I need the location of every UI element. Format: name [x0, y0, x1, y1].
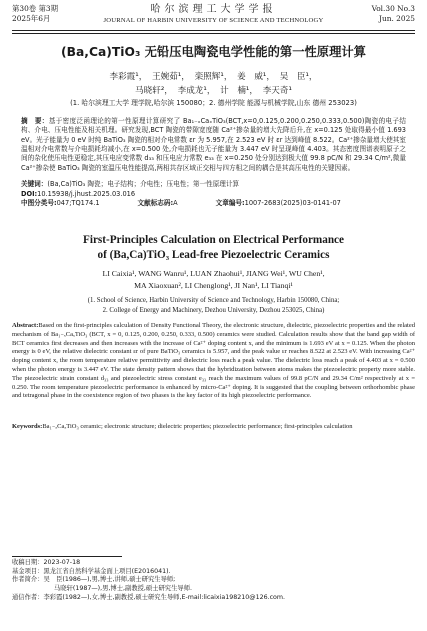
authors-cn-line1: 李彩霞¹， 王婉茹¹， 栾照辉¹， 姜 威¹， 吴 臣¹，	[109, 72, 318, 82]
article-value: 1007-2683(2025)03-0141-07	[244, 199, 341, 208]
doi-value[interactable]: 10.15938/j.jhust.2025.03.016	[37, 190, 136, 198]
abstract-cn-label: 摘 要：	[21, 117, 49, 125]
authors-en	[22, 268, 405, 293]
doi-label: DOI:	[21, 190, 38, 198]
keywords-cn-label: 关键词：	[21, 180, 48, 188]
keywords-en	[12, 423, 415, 432]
footnote	[12, 559, 415, 603]
journal-name-en: JOURNAL OF HARBIN UNIVERSITY OF SCIENCE AND TECHNOLOGY	[103, 17, 324, 24]
keywords-en-label: Keywords:	[12, 423, 43, 430]
clc-value: 047;TQ174.1	[56, 199, 100, 208]
keywords-cn	[21, 180, 406, 189]
journal-name-cn: 哈尔滨理工大学学报	[150, 4, 277, 15]
article-label: 文章编号:	[215, 199, 245, 208]
paper-page	[12, 0, 415, 631]
abstract-cn-text: 基于密度泛函理论的第一性原理计算研究了 Ba₁₋ₓCaₓTiO₃(BCT,x=0,0.125,0.200,0.250,0.333,0.500)陶瓷的电子结构、介电、压电性能及相关机理。研究发现,BCT 陶瓷的带隙宽度随 Ca²⁺掺杂量的增大先降后升,在 x=0.125 处取得最小值 1.693 eV。光子能量为 0 eV 时纯 BaTiO₃ 陶瓷的相对介电常数 εr 为 5.957,在 2.523 eV 时 εr 达到峰值 8.522。Ca²⁺掺杂量增大使其室温相对介电常数与介电损耗均减小,在 x=0.500 处,介电损耗也无子能量为 3.447 eV 时呈现峰值 4.403。其态密度图谱表明原子之间的杂化使压电性更稳定,其压电应变常数 d₃₃ 和压电应力常数 e₃₃ 在 x=0.250 处分别达到极大值 99.8 pC/N 和 29.34 C/m²,微量 Ca²⁺掺杂使 BaTiO₃ 陶瓷的室温压电性能提高,两相共存区域正交相与四方相之间的耦合是其高压电性的关键因素。	[21, 117, 406, 172]
author-bio-2: 马晓轩(1987—),男,博士,副教授,硕士研究生导师.	[54, 585, 192, 593]
classification-row	[21, 199, 406, 208]
doi-row	[21, 190, 406, 199]
footnote-rule	[12, 556, 122, 557]
clc-label: 中图分类号:	[21, 199, 57, 208]
article-number	[216, 199, 341, 208]
article-meta	[21, 190, 406, 209]
date-cn: 2025年6月	[12, 13, 51, 23]
corresponding-author: 通信作者：李彩霞(1982—),女,博士,副教授,硕士研究生导师,E-mail:licaixia198210@126.com.	[12, 593, 286, 601]
doc-value: A	[173, 199, 178, 208]
title-en-line2: of (Ba,Ca)TiO₃ Lead-free Piezoelectric Ceramics	[97, 249, 330, 261]
author-bio-1: 作者简介：吴 臣(1986—),男,博士,讲师,硕士研究生导师;	[12, 576, 176, 584]
title-en	[12, 233, 415, 263]
abstract-en-label: Abstract:	[12, 322, 39, 329]
clc-number	[21, 199, 100, 208]
authors-cn	[32, 70, 395, 98]
date-en: Jun. 2025	[379, 13, 415, 23]
title-cn: (Ba,Ca)TiO₃ 无铅压电陶瓷电学性能的第一性原理计算	[61, 45, 366, 59]
doc-label: 文献标志码:	[137, 199, 174, 208]
keywords-en-text: Ba₁₋ₓCaₓTiO₃ ceramic; electronic structure; dielectric properties; piezoelectric performance; first-principles calculation	[42, 423, 353, 430]
journal-name	[12, 4, 415, 25]
abstract-cn	[21, 117, 406, 173]
affiliation-en-line2: 2. College of Energy and Machinery, Dezhou University, Dezhou 253025, China)	[102, 306, 325, 314]
volume-issue-cn: 第30卷 第3期	[12, 4, 59, 13]
authors-en-line1: LI Caixia¹, WANG Wanru¹, LUAN Zhaohui¹, JIANG Wei¹, WU Chen¹,	[102, 269, 325, 278]
header-rule-thick	[12, 30, 415, 31]
abstract-en	[12, 322, 415, 401]
abstract-en-text: Based on the first-principles calculation of Density Functional Theory, the electronic structure, dielectric, piezoelectric properties and the related mechanism of Ba₁₋ₓCaₓTiO₃ (BCT, x = 0, 0.125, 0.200, 0.250, 0.333, 0.500) ceramics were studied. Calculation results show that the band gap width of BCT ceramics first decreases and then increases with the increase of Ca²⁺ doping content x, and the minimum is 1.693 eV at x = 0.125. When the photon energy is 0 eV, the relative dielectric constant εr of pure BaTiO₃ ceramics is 5.957, and the peak value εr reaches 8.522 at 2.523 eV. With increasing Ca²⁺ doping content x, the room temperature relative permittivity and dielectric loss reach a peak value. The dielectric loss reach a peak of 4.403 at x = 0.500 when the photon energy is 3.447 eV. The state density pattern shows that the hybridization between atoms makes the piezoelectric property more stable. The piezoelectric strain constant d₃₃ and piezoelectric stress constant e₃₃ reach the maximum values of 99.8 pC/N and 29.34 C/m² respectively at x = 0.250. The room temperature piezoelectric performance is enhanced by micro-Ca²⁺ doping. It is suggested that the coupling between orthorhombic phase and tetragonal phase in the coexistence region of two phases is the key factor of its high piezoelectric performance.	[12, 322, 415, 400]
volume-issue-en: Vol.30 No.3	[371, 4, 415, 13]
received-date: 收稿日期：2023-07-18	[12, 559, 81, 566]
header-rule-thin	[12, 33, 415, 34]
affiliation-en-line1: (1. School of Science, Harbin University of Science and Technology, Harbin 150080, China;	[87, 297, 340, 304]
affiliation-en	[22, 296, 405, 315]
title-en-line1: First-Principles Calculation on Electrical Performance	[83, 234, 344, 246]
affiliation-cn: (1. 哈尔滨理工大学 理学院,哈尔滨 150080；2. 德州学院 能源与机械学院,山东 德州 253023)	[70, 99, 357, 107]
authors-cn-line2: 马晓轩²， 李成龙¹， 计 楠¹， 李天奇¹	[135, 86, 292, 96]
doc-code	[138, 199, 178, 208]
keywords-cn-text: (Ba,Ca)TiO₃ 陶瓷；电子结构；介电性；压电性；第一性原理计算	[47, 180, 240, 188]
fund-info: 基金项目：黑龙江省自然科学基金面上项目(E2016041).	[12, 567, 171, 575]
issue-info-en	[372, 4, 415, 23]
authors-en-line2: MA Xiaoxuan², LI Chenglong¹, JI Nan¹, LI Tianqi¹	[134, 281, 293, 291]
